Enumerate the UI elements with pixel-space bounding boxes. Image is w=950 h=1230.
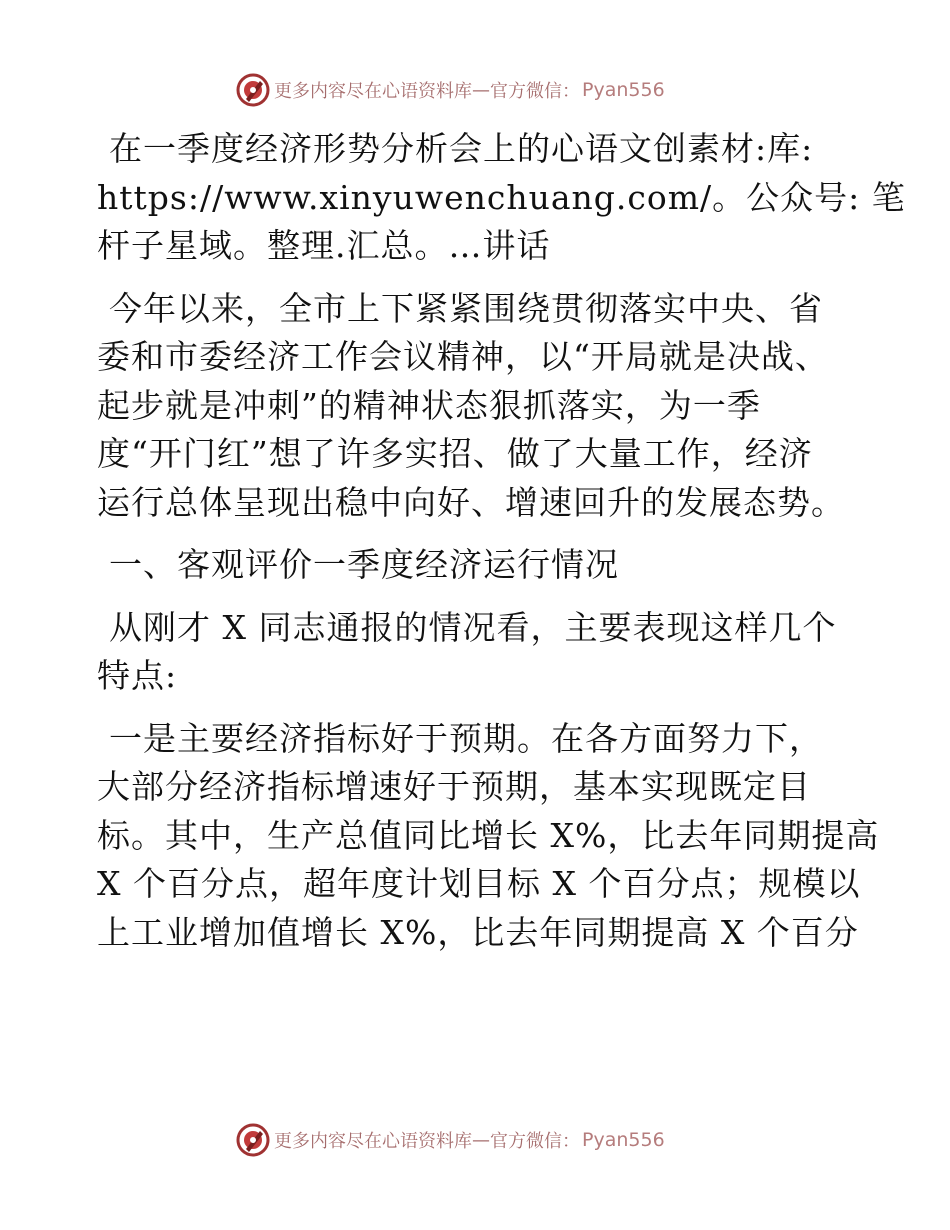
watermark-dash: — [472,1129,490,1151]
watermark-dash: — [472,79,490,101]
watermark-official-label: 官方微信： [490,1131,580,1152]
text-line: 运行总体呈现出稳中向好、增速回升的发展态势。 [97,482,845,522]
watermark-official-label: 官方微信： [490,81,580,102]
body-paragraph [97,604,867,701]
text-line: 上工业增加值增长 X%，比去年同期提高 X 个百分 [97,912,859,952]
text-line: 一、客观评价一季度经济运行情况 [109,545,619,584]
watermark-banner-bottom [236,1122,665,1158]
brand-logo-icon [236,1123,270,1157]
text-line: 起步就是冲刺”的精神状态狠抓落实，为一季 [97,385,761,425]
text-line: 从刚才 X 同志通报的情况看，主要表现这样几个 [109,607,837,647]
document-body [97,125,906,971]
text-line: 在一季度经济形势分析会上的心语文创素材:库: [109,129,814,168]
text-line: 杆子星域。整理.汇总。…讲话 [97,226,551,265]
watermark-main-text: 更多内容尽在心语资料库 [274,1131,472,1152]
watermark-main-text: 更多内容尽在心语资料库 [274,81,472,102]
text-line: 委和市委经济工作会议精神，以“开局就是决战、 [97,337,829,376]
text-line: https://www.xinyuwenchuang.com/。公众号: 笔 [97,177,906,217]
watermark-wechat-id: Pyan556 [582,1129,665,1151]
brand-logo-icon [236,73,270,107]
watermark-banner-top [236,72,665,108]
text-line: 大部分经济指标增速好于预期，基本实现既定目 [97,767,811,806]
text-line: 一是主要经济指标好于预期。在各方面努力下， [109,718,823,758]
intro-paragraph [97,285,867,528]
body-paragraph [97,715,880,958]
text-line: 度“开门红”想了许多实招、做了大量工作，经济 [97,434,813,473]
text-line: 今年以来，全市上下紧紧围绕贯彻落实中央、省 [109,288,823,328]
section-heading [97,541,867,590]
title-paragraph [97,125,906,271]
text-line: X 个百分点，超年度计划目标 X 个百分点；规模以 [97,864,861,903]
text-line: 标。其中，生产总值同比增长 X%，比去年同期提高 [97,815,880,855]
watermark-wechat-id: Pyan556 [582,79,665,101]
text-line: 特点: [97,656,178,695]
